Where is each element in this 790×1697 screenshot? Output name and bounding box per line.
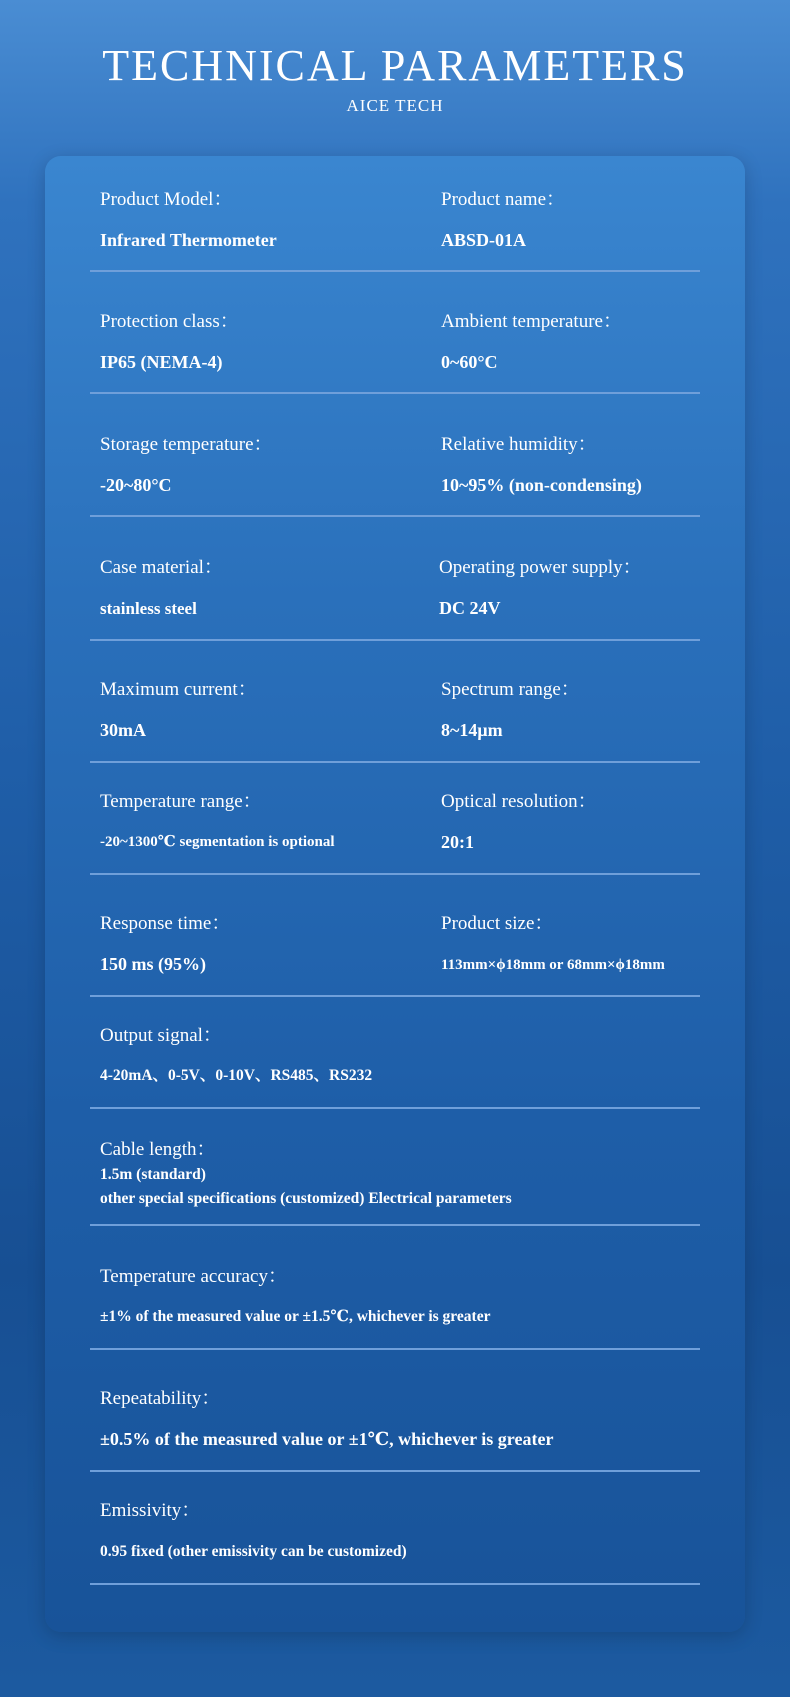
row-divider xyxy=(90,270,700,272)
param-label-temperature-range: Temperature range： xyxy=(100,791,262,812)
param-value-case-material: stainless steel xyxy=(100,599,197,618)
param-value-product-size: 113mm×ϕ18mm or 68mm×ϕ18mm xyxy=(441,957,665,973)
param-value-cable-length: 1.5m (standard) xyxy=(100,1166,206,1183)
param-label-response-time: Response time： xyxy=(100,913,231,934)
row-divider xyxy=(90,1583,700,1585)
page-title: TECHNICAL PARAMETERS xyxy=(102,41,688,90)
parameters-card xyxy=(45,156,745,1632)
param-value-product-model: Infrared Thermometer xyxy=(100,230,277,250)
row-divider xyxy=(90,639,700,641)
param-label-ambient-temperature: Ambient temperature： xyxy=(441,311,622,332)
param-value-repeatability: ±0.5% of the measured value or ±1℃, whichever is greater xyxy=(100,1429,554,1449)
param-label-repeatability: Repeatability： xyxy=(100,1388,221,1409)
row-divider xyxy=(90,1348,700,1350)
row-divider xyxy=(90,392,700,394)
param-label-spectrum-range: Spectrum range： xyxy=(441,679,580,700)
param-label-emissivity: Emissivity： xyxy=(100,1500,201,1521)
row-divider xyxy=(90,1470,700,1472)
param-value-temperature-range: -20~1300℃ segmentation is optional xyxy=(100,834,335,850)
param-label-product-size: Product size： xyxy=(441,913,554,934)
param-value-maximum-current: 30mA xyxy=(100,720,146,740)
param-value-cable-length-extra: other special specifications (customized) Electrical parameters xyxy=(100,1190,512,1207)
row-divider xyxy=(90,995,700,997)
page-header xyxy=(0,0,790,140)
param-label-temperature-accuracy: Temperature accuracy： xyxy=(100,1266,287,1287)
row-divider xyxy=(90,515,700,517)
param-label-optical-resolution: Optical resolution： xyxy=(441,791,597,812)
row-divider xyxy=(90,761,700,763)
param-value-emissivity: 0.95 fixed (other emissivity can be customized) xyxy=(100,1543,407,1560)
brand-subtitle: AICE TECH xyxy=(346,96,444,115)
param-label-output-signal: Output signal： xyxy=(100,1025,222,1046)
param-value-operating-power-supply: DC 24V xyxy=(439,598,501,618)
param-value-storage-temperature: -20~80°C xyxy=(100,475,172,495)
param-value-relative-humidity: 10~95% (non-condensing) xyxy=(441,475,642,495)
param-label-maximum-current: Maximum current： xyxy=(100,679,257,700)
param-label-case-material: Case material： xyxy=(100,557,223,578)
param-value-response-time: 150 ms (95%) xyxy=(100,954,206,974)
row-divider xyxy=(90,1224,700,1226)
param-value-ambient-temperature: 0~60°C xyxy=(441,352,498,372)
param-label-relative-humidity: Relative humidity： xyxy=(441,434,597,455)
param-label-protection-class: Protection class： xyxy=(100,311,239,332)
param-label-product-model: Product Model： xyxy=(100,189,233,210)
param-value-optical-resolution: 20:1 xyxy=(441,832,474,852)
param-label-product-name: Product name： xyxy=(441,189,566,210)
row-divider xyxy=(90,1107,700,1109)
param-value-protection-class: IP65 (NEMA-4) xyxy=(100,352,223,372)
param-value-output-signal: 4-20mA、0-5V、0-10V、RS485、RS232 xyxy=(100,1067,373,1084)
param-label-storage-temperature: Storage temperature： xyxy=(100,434,273,455)
param-label-cable-length: Cable length： xyxy=(100,1139,216,1160)
param-value-product-name: ABSD-01A xyxy=(441,230,527,250)
row-divider xyxy=(90,873,700,875)
param-value-spectrum-range: 8~14μm xyxy=(441,720,503,740)
param-value-temperature-accuracy: ±1% of the measured value or ±1.5℃, whichever is greater xyxy=(100,1308,491,1325)
param-label-operating-power-supply: Operating power supply： xyxy=(439,557,642,578)
